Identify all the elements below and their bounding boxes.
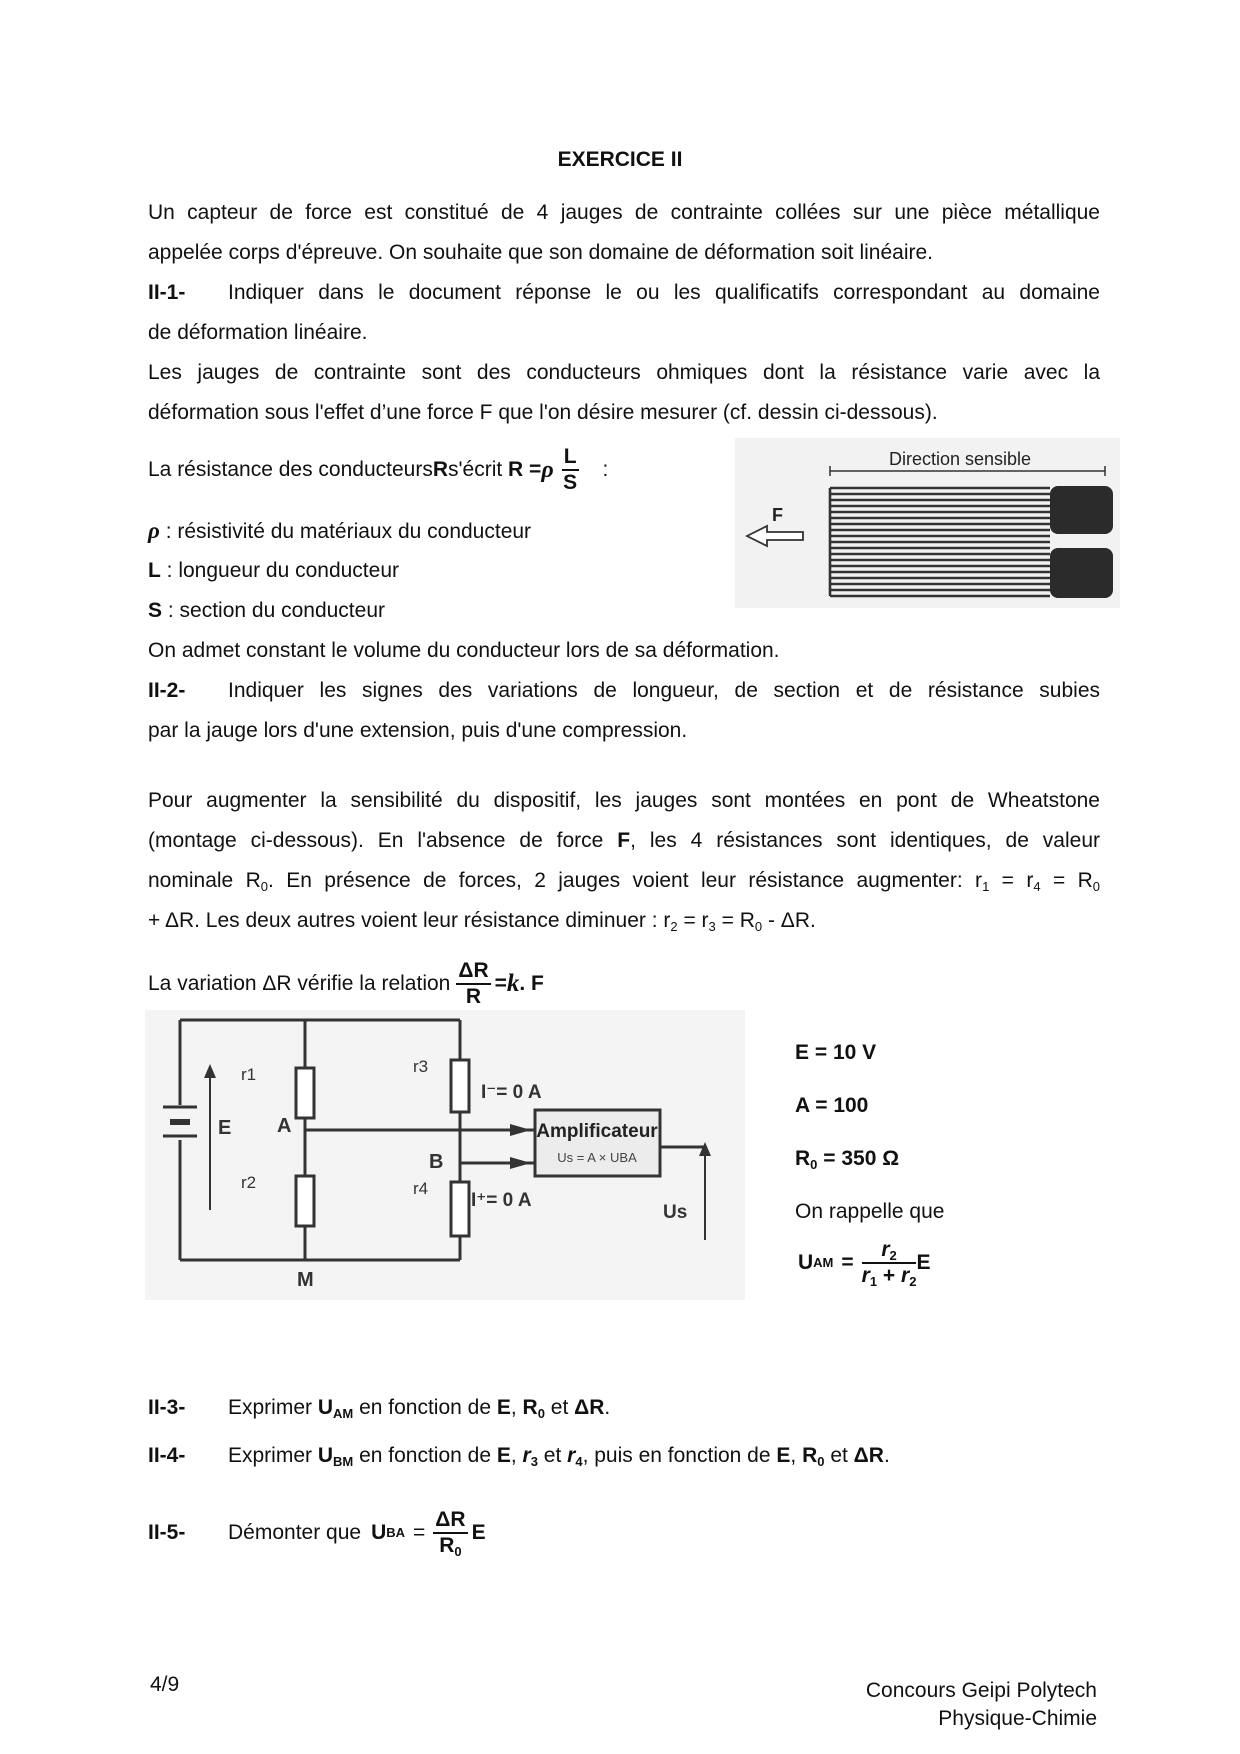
bridge-l3-sub-4: 4	[1033, 879, 1041, 894]
uam-fraction	[862, 1238, 917, 1288]
question-4	[148, 1443, 1100, 1469]
uam-tail: E	[916, 1251, 931, 1274]
definition-section-text: : section du conducteur	[162, 599, 385, 622]
label-node-m: M	[297, 1269, 314, 1291]
uam-den-sub2: 2	[909, 1274, 917, 1289]
question-1-line-2: de déformation linéaire.	[148, 321, 368, 344]
question-3-number: II-3-	[148, 1396, 186, 1419]
q5-eq: =	[413, 1521, 426, 1544]
uam-numerator	[862, 1238, 917, 1264]
label-r3: r3	[413, 1057, 429, 1076]
strain-gauge-figure	[735, 438, 1120, 608]
gauges-line-1: Les jauges de contrainte sont des conducteurs ohmiques dont la résistance varie avec la	[148, 361, 1100, 384]
q4-e: E	[496, 1444, 511, 1467]
bridge-l3-g: = R	[1040, 869, 1093, 892]
definition-length	[148, 558, 748, 584]
bridge-l4-a: + ΔR. Les deux autres voient leur résistance diminuer : r	[148, 909, 671, 932]
bridge-l3-e: = r	[989, 869, 1034, 892]
resistance-formula-line	[148, 440, 608, 500]
uam-denominator	[862, 1264, 917, 1288]
definition-length-text: : longueur du conducteur	[160, 559, 399, 582]
param-a: A = 100	[795, 1094, 869, 1117]
resistor-r1	[296, 1068, 314, 1118]
resistance-eq: R =	[508, 458, 542, 481]
resistance-colon: :	[602, 458, 609, 481]
intro-line-2: appelée corps d'épreuve. On souhaite que son domaine de déformation soit linéaire.	[148, 241, 934, 264]
q3-t5: .	[604, 1396, 611, 1419]
label-e: E	[218, 1117, 232, 1139]
gauge-pad-bottom	[1050, 548, 1113, 598]
bridge-l4-c: = r	[677, 909, 709, 932]
definition-rho	[148, 518, 748, 545]
amplifier-box	[535, 1110, 660, 1176]
bridge-line-3	[148, 868, 1100, 894]
definition-length-symbol: L	[148, 559, 161, 582]
q5-fraction	[433, 1508, 467, 1558]
question-2-number: II-2-	[148, 679, 186, 702]
q3-r-sub: 0	[537, 1406, 545, 1421]
q4-dr: ΔR	[853, 1444, 884, 1467]
q3-t4: et	[544, 1396, 575, 1419]
label-r4: r4	[413, 1179, 429, 1198]
resistor-r4	[451, 1182, 469, 1236]
definition-rho-text: : résistivité du matériaux du conducteur	[159, 520, 532, 543]
q3-t3: ,	[510, 1396, 523, 1419]
gauge-pad-top	[1050, 486, 1113, 534]
resistance-writes-text: s'écrit	[448, 458, 503, 481]
param-e: E = 10 V	[795, 1041, 877, 1064]
bridge-l3-sub-1: 1	[982, 879, 990, 894]
amplifier-formula: Us = A × UBA	[557, 1150, 637, 1165]
q4-t4: et	[537, 1444, 568, 1467]
bridge-line-4	[148, 908, 1100, 934]
recall-text: On rappelle que	[795, 1200, 945, 1223]
label-node-a: A	[277, 1115, 292, 1137]
label-i-minus: I⁻= 0 A	[481, 1082, 542, 1103]
q3-r: R	[522, 1396, 538, 1419]
q3-u: U	[317, 1396, 334, 1419]
q5-u: U	[371, 1521, 387, 1544]
q4-r4-sub: 4	[575, 1454, 583, 1469]
definition-section-symbol: S	[148, 599, 163, 622]
direction-sensible-label: Direction sensible	[888, 449, 1032, 469]
bridge-l4-g: - ΔR.	[762, 909, 816, 932]
relation-force: . F	[519, 972, 544, 995]
q3-u-sub: AM	[333, 1406, 354, 1421]
label-us: Us	[663, 1202, 688, 1223]
volume-statement: On admet constant le volume du conducteur lors de sa déformation.	[148, 639, 780, 662]
param-r0-value: = 350 Ω	[817, 1147, 900, 1170]
label-r2: r2	[241, 1173, 257, 1192]
bridge-l3-c: . En présence de forces, 2 jauges voient leur résistance augmenter: r	[268, 869, 983, 892]
uam-den-plus: +	[877, 1264, 902, 1287]
q5-t1: Démonter que	[228, 1521, 362, 1544]
question-1-text: Indiquer dans le document réponse le ou les qualificatifs correspondant au domaine	[228, 281, 1100, 304]
q4-u: U	[317, 1444, 334, 1467]
bridge-force-symbol: F	[617, 829, 631, 852]
footer-organization: Concours Geipi Polytech	[865, 1679, 1097, 1702]
q4-r3-sub: 3	[530, 1454, 538, 1469]
q5-denominator	[433, 1534, 467, 1558]
uam-formula: U AM = $\frac{r_2}{r_1 + r_2}$ E	[798, 1238, 931, 1289]
label-r1: r1	[241, 1065, 257, 1084]
q4-r: R	[802, 1444, 818, 1467]
page-number: 4/9	[150, 1673, 180, 1696]
bridge-l4-sub-0: 0	[754, 919, 763, 934]
label-node-b: B	[429, 1151, 444, 1173]
bridge-line-1: Pour augmenter la sensibilité du dispositif, les jauges sont montées en pont de Wheatstone	[148, 789, 1100, 812]
q4-t3: ,	[510, 1444, 523, 1467]
fraction-denominator-s: S	[563, 471, 578, 494]
question-1-line-1	[148, 280, 1100, 306]
bridge-l3-sub-0: 0	[260, 879, 269, 894]
q4-u-sub: BM	[333, 1454, 354, 1469]
rho-symbol: ρ	[541, 456, 554, 483]
bridge-l3-sub-0b: 0	[1092, 879, 1100, 894]
resistor-r2	[296, 1176, 314, 1226]
fraction-numerator-l: L	[562, 445, 579, 471]
definition-section	[148, 598, 748, 624]
uam-u: U	[798, 1251, 814, 1274]
definition-rho-symbol: ρ	[148, 518, 160, 543]
footer-subject: Physique-Chimie	[938, 1707, 1097, 1730]
q3-t1: Exprimer	[228, 1396, 318, 1419]
question-5: II-5- Démonter que U BA = $\frac{\Delta R}{R_0}$ E	[148, 1508, 486, 1559]
bridge-l3-a: nominale R	[148, 869, 261, 892]
param-r0-sub: 0	[810, 1157, 818, 1172]
q5-numerator: ΔR	[433, 1508, 467, 1534]
exercise-title: EXERCICE II	[557, 148, 683, 171]
force-label: F	[772, 505, 783, 525]
l-over-s-fraction	[562, 445, 579, 495]
uam-eq: =	[841, 1251, 854, 1274]
bridge-line-2	[148, 828, 1100, 854]
gauges-line-2: déformation sous l'effet d’une force F que l'on désire mesurer (cf. dessin ci-dessous).	[148, 401, 938, 424]
label-i-plus: I⁺= 0 A	[471, 1190, 532, 1211]
question-3	[148, 1395, 1100, 1421]
q4-t1: Exprimer	[228, 1444, 318, 1467]
q5-tail: E	[471, 1521, 486, 1544]
param-r0	[795, 1146, 899, 1172]
relation-text: La variation ΔR vérifie la relation	[148, 972, 451, 995]
q4-r-sub: 0	[817, 1454, 825, 1469]
q5-den-r: R	[439, 1534, 455, 1557]
uam-den-r1: r	[861, 1264, 870, 1287]
question-2-line-2: par la jauge lors d'une extension, puis d'une compression.	[148, 719, 688, 742]
wheatstone-circuit	[145, 1010, 745, 1300]
q4-t2: en fonction de	[353, 1444, 497, 1467]
q3-dr: ΔR	[574, 1396, 605, 1419]
amplifier-title: Amplificateur	[536, 1121, 658, 1142]
q5-den-sub: 0	[454, 1544, 462, 1559]
question-4-number: II-4-	[148, 1444, 186, 1467]
relation-denominator: R	[465, 985, 482, 1008]
uam-num-r: r	[881, 1238, 890, 1261]
question-2-text: Indiquer les signes des variations de longueur, de section et de résistance subies	[228, 679, 1100, 702]
q4-t5: , puis en fonction de	[582, 1444, 777, 1467]
relation-line	[148, 952, 544, 1016]
q4-t7: et	[824, 1444, 854, 1467]
bridge-l4-e: = R	[715, 909, 755, 932]
q3-e: E	[496, 1396, 511, 1419]
resistor-r3	[451, 1060, 469, 1112]
question-2-line-1	[148, 678, 1100, 704]
q4-t8: .	[883, 1444, 890, 1467]
question-5-number: II-5-	[148, 1521, 186, 1544]
bridge-line-2-part-a: (montage ci-dessous). En l'absence de force	[148, 829, 618, 852]
resistance-intro-text: La résistance des conducteurs	[148, 458, 433, 481]
relation-k: k	[506, 970, 520, 997]
intro-line-1: Un capteur de force est constitué de 4 jauges de contrainte collées sur une pièce métallique	[148, 201, 1100, 224]
bridge-l4-sub-2: 2	[670, 919, 678, 934]
uam-den-r2: r	[901, 1264, 910, 1287]
uam-num-sub: 2	[889, 1248, 897, 1263]
delta-r-over-r-fraction	[456, 959, 490, 1009]
relation-numerator: ΔR	[456, 959, 490, 985]
uam-den-sub1: 1	[869, 1274, 878, 1289]
question-1-number: II-1-	[148, 281, 186, 304]
bridge-line-2-part-c: , les 4 résistances sont identiques, de valeur	[630, 829, 1101, 852]
resistance-symbol: R	[432, 458, 449, 481]
q4-r3: r	[522, 1444, 531, 1467]
q4-e2: E	[776, 1444, 791, 1467]
q4-t6: ,	[790, 1444, 803, 1467]
bridge-l4-sub-3: 3	[708, 919, 716, 934]
q4-r4: r	[567, 1444, 576, 1467]
relation-equals: =	[494, 972, 507, 995]
q3-t2: en fonction de	[353, 1396, 497, 1419]
param-r0-symbol: R	[795, 1147, 811, 1170]
